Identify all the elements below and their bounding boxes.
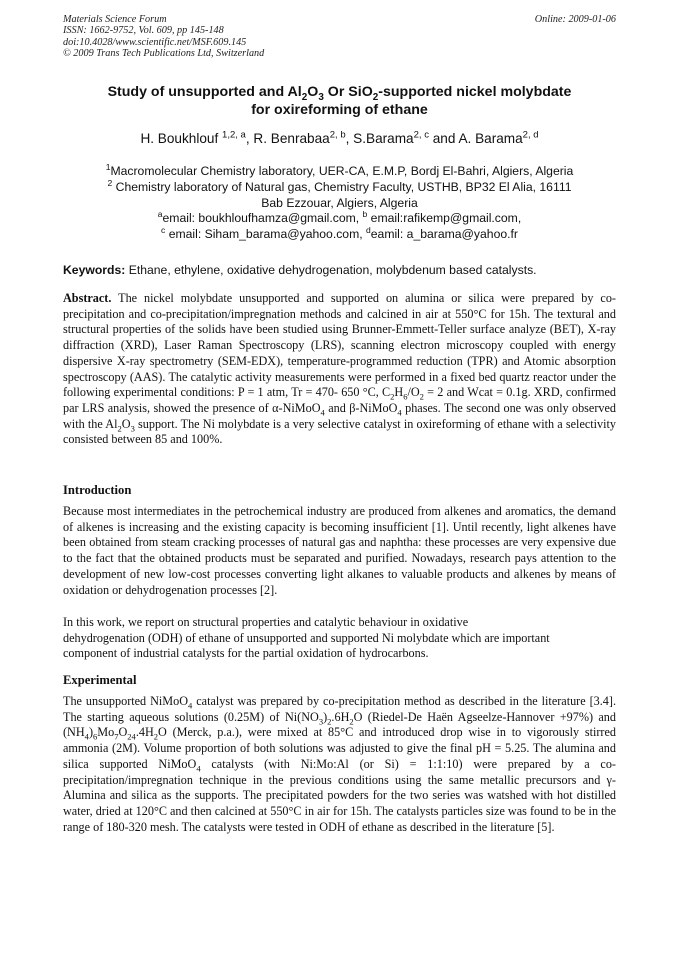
intro-p2-line-1: In this work, we report on structural properties and catalytic behaviour in oxidative: [63, 615, 469, 629]
intro-p2-line-2: dehydrogenation (ODH) of ethane of unsupported and supported Ni molybdate which are important: [63, 630, 550, 645]
author-list: H. Boukhlouf $^{1,2, a}$, R. Benrabaa$^{2, b}$, S.Barama$^{2, c}$ and A. Barama$^{2, d}$: [140, 129, 539, 146]
affiliation-2: $^2$ Chemistry laboratory of Natural gas, Chemistry Faculty, USTHB, BP32 El Alia, 16111: [107, 177, 572, 194]
copyright-line: © 2009 Trans Tech Publications Ltd, Switzerland: [63, 48, 265, 60]
journal-header: [63, 14, 616, 60]
affiliation-1: $^1$Macromolecular Chemistry laboratory, UER-CA, E.M.P, Bordj El-Bahri, Algiers, Algeria: [105, 161, 574, 178]
intro-p2-line-3: component of industrial catalysts for the partial oxidation of hydrocarbons.: [63, 646, 429, 661]
keywords: [63, 262, 616, 278]
emails-line-2: $^c$ email: Siham_barama@yahoo.com, $^d$eamil: a_barama@yahoo.fr: [161, 225, 518, 242]
paper-title: [63, 83, 616, 119]
affiliation-2-city: Bab Ezzouar, Algiers, Algeria: [261, 195, 418, 210]
experimental-paragraph: The unsupported NiMoO$_4$ catalyst was prepared by co-precipitation method as described in the literature [3.4]. The starting aqueous solutions (0.25M) of $Ni(NO_3)_2.6H_2O$ (Riedel-De Haën Agseelze-Hannover +97%) and $(NH_4)_6Mo_7O_{24}.4H_2O$ (Merck, p.a.), were mixed at 85°C and introduced drop wise in to vigorously stirred ammonia (2M). Volume proportion of both solutions was adjusted to give the final pH = 5.25. The alumina and silica supported NiMoO$_4$ catalysts (with Ni:Mo:Al (or Si) = 1:1:10) were prepared by a co-precipitation/impregnation technique in the previous conditions using the same metallic precursors and γ-Alumina and silica as the supports. The precipitated powders for the two series was watshed with hot distilled water, dried at 120°C and then calcined at 550°C in air for 15h. The catalysts particles size was found to be in the range of 180-320 mesh. The catalysts were tested in ODH of ethane as described in the literature [5].: [63, 694, 616, 834]
online-date: Online: 2009-01-06: [534, 14, 616, 25]
experimental-heading: Experimental: [63, 673, 137, 687]
keywords-label: Keywords:: [63, 263, 126, 277]
abstract: Abstract. The nickel molybdate unsupported and supported on alumina or silica were prepared by co-precipitation and co-precipitation/impregnation methods and calcined in air at 550°C for 15h. The textural and structural properties of the solids have been studied using Brunner-Emmett-Teller surface analyze (BET), X-ray diffraction (XRD), Laser Raman Spectroscopy (LRS), scanning electron microscopy coupled with energy dispersive X-ray spectrometry (SEM-EDX), temperature-programmed reduction (TPR) and Atomic absorption spectroscopy (AAS). The catalytic activity measurements were performed in a fixed bed quartz reactor under the following experimental conditions: P = 1 atm, Tr = 470- 650 °C, $C_2H_6/O_2 = 2$ and Wcat = 0.1g. XRD, confirmed par LRS analysis, showed the presence of α-NiMoO$_4$ and β-NiMoO$_4$ phases. The second one was only observed with the $Al_2O_3$ support. The Ni molybdate is a very selective catalyst in oxireforming of ethane with a selectivity consisted between 85 and 100%.: [63, 291, 616, 447]
introduction-paragraph-1: Because most intermediates in the petrochemical industry are produced from alkenes and aromatics, the demand of alkenes is increasing and the existing capacity is becoming insufficient [1]. Until recently, light alkenes have been obtained from steam cracking processes of natural gas and naphtha: these processes are very expensive due to the fact that the obtained products must be separated and purified. Nowadays, research pays attention to the development of new low-cost processes converting light alkanes to valuable products and alkenes by means of oxidation or dehydrogenation processes [2].: [63, 504, 616, 597]
introduction-paragraph-2: [63, 615, 616, 662]
abstract-label: Abstract.: [63, 291, 112, 305]
title-line-2: for oxireforming of ethane: [251, 102, 428, 118]
issn-line: ISSN: 1662-9752, Vol. 609, pp 145-148: [63, 25, 224, 37]
introduction-heading: Introduction: [63, 483, 132, 497]
affiliations: [63, 161, 616, 243]
keywords-text: Ethane, ethylene, oxidative dehydrogenation, molybdenum based catalysts.: [125, 263, 537, 277]
journal-name: Materials Science Forum: [63, 14, 167, 25]
title-line-1: Study of unsupported and $Al_2O_3$ Or SiO$_2$-supported nickel molybdate: [107, 84, 572, 103]
emails-line-1: $^a$email: boukhloufhamza@gmail.com, $^b$ email:rafikemp@gmail.com,: [157, 209, 522, 226]
doi-line: doi:10.4028/www.scientific.net/MSF.609.145: [63, 36, 247, 48]
